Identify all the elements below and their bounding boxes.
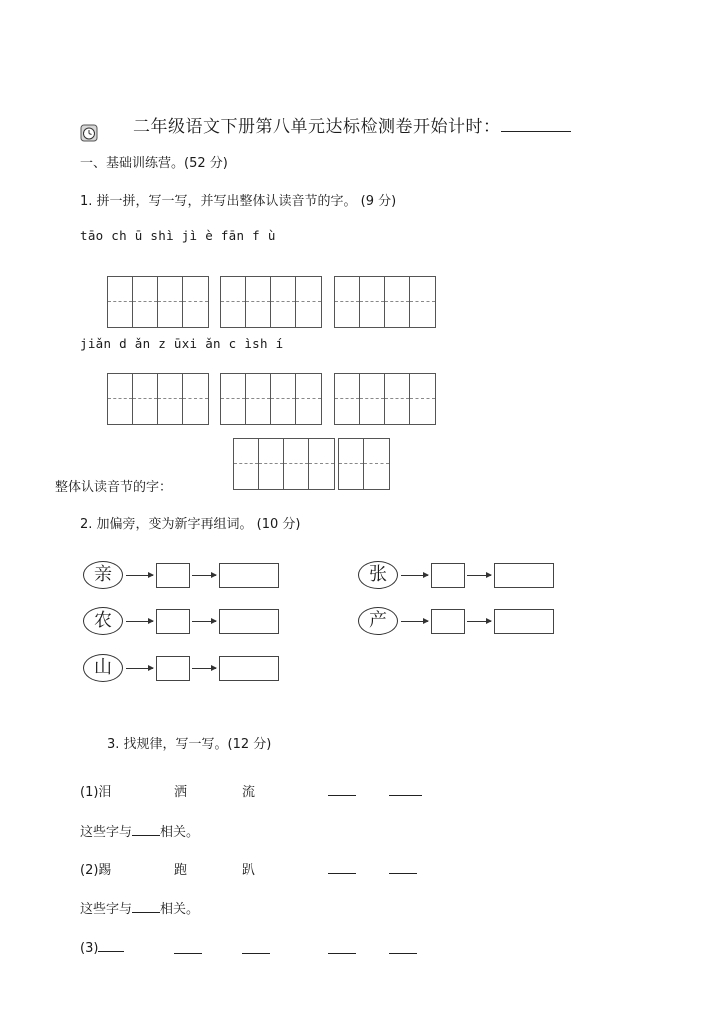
item-1-char: 洒: [174, 785, 188, 800]
item-2-char: 趴: [242, 863, 256, 878]
writing-grid[interactable]: [334, 276, 436, 328]
section-heading: 一、基础训练营。(52 分): [80, 156, 228, 171]
item-3-number: (3): [80, 941, 99, 956]
writing-grid[interactable]: [220, 373, 322, 425]
item-2-label: (2)踢: [80, 863, 112, 878]
arrow-icon: [401, 575, 428, 576]
arrow-icon: [467, 575, 491, 576]
answer-blank[interactable]: [98, 939, 124, 952]
word-box[interactable]: [494, 563, 554, 588]
arrow-icon: [126, 668, 153, 669]
answer-blank[interactable]: [389, 861, 417, 874]
radical-char-circle: 亲: [83, 561, 123, 589]
relation-prefix: 这些字与: [80, 825, 133, 840]
word-box[interactable]: [494, 609, 554, 634]
writing-grid[interactable]: [220, 276, 322, 328]
new-char-box[interactable]: [431, 563, 465, 588]
relation-suffix: 相关。: [160, 825, 200, 840]
new-char-box[interactable]: [156, 656, 190, 681]
word-box[interactable]: [219, 656, 279, 681]
item-1-label: (1)泪: [80, 785, 112, 800]
radical-char-circle: 农: [83, 607, 123, 635]
question-3: 3. 找规律，写一写。(12 分): [107, 737, 272, 752]
zhengti-grid[interactable]: [338, 438, 390, 490]
item-2-char: 跑: [174, 863, 188, 878]
answer-blank[interactable]: [242, 941, 270, 954]
answer-blank[interactable]: [328, 861, 356, 874]
arrow-icon: [401, 621, 428, 622]
zhengti-label: 整体认读音节的字：: [55, 480, 173, 495]
arrow-icon: [192, 575, 216, 576]
item-3-label: [80, 939, 124, 956]
radical-char-circle: 产: [358, 607, 398, 635]
answer-blank[interactable]: [328, 941, 356, 954]
item-1-char: 流: [242, 785, 256, 800]
writing-grid[interactable]: [334, 373, 436, 425]
arrow-icon: [126, 621, 153, 622]
radical-char-circle: 山: [83, 654, 123, 682]
zhengti-grid[interactable]: [233, 438, 335, 490]
word-box[interactable]: [219, 563, 279, 588]
relation-line-1: [80, 821, 199, 840]
relation-line-2: [80, 898, 199, 917]
arrow-icon: [192, 668, 216, 669]
radical-char-circle: 张: [358, 561, 398, 589]
writing-grid[interactable]: [107, 373, 209, 425]
new-char-box[interactable]: [156, 563, 190, 588]
answer-blank[interactable]: [132, 823, 160, 836]
new-char-box[interactable]: [156, 609, 190, 634]
page-title: [133, 112, 571, 137]
word-box[interactable]: [219, 609, 279, 634]
relation-prefix: 这些字与: [80, 902, 133, 917]
answer-blank[interactable]: [389, 783, 422, 796]
arrow-icon: [126, 575, 153, 576]
writing-grid[interactable]: [107, 276, 209, 328]
timer-blank[interactable]: [501, 117, 571, 132]
answer-blank[interactable]: [174, 941, 202, 954]
answer-blank[interactable]: [389, 941, 417, 954]
arrow-icon: [467, 621, 491, 622]
question-1: 1. 拼一拼，写一写，并写出整体认读音节的字。 (9 分): [80, 194, 397, 209]
answer-blank[interactable]: [328, 783, 356, 796]
pinyin-row-1: tāo ch ū shì jì è fān f ù: [80, 228, 276, 243]
arrow-icon: [192, 621, 216, 622]
title-text: 二年级语文下册第八单元达标检测卷开始计时：: [133, 117, 501, 137]
question-2: 2. 加偏旁，变为新字再组词。 (10 分): [80, 517, 301, 532]
clock-icon: [80, 124, 98, 142]
answer-blank[interactable]: [132, 900, 160, 913]
new-char-box[interactable]: [431, 609, 465, 634]
pinyin-row-2: jiǎn d ǎn z ūxi ǎn c ìsh í: [80, 336, 284, 351]
relation-suffix: 相关。: [160, 902, 200, 917]
